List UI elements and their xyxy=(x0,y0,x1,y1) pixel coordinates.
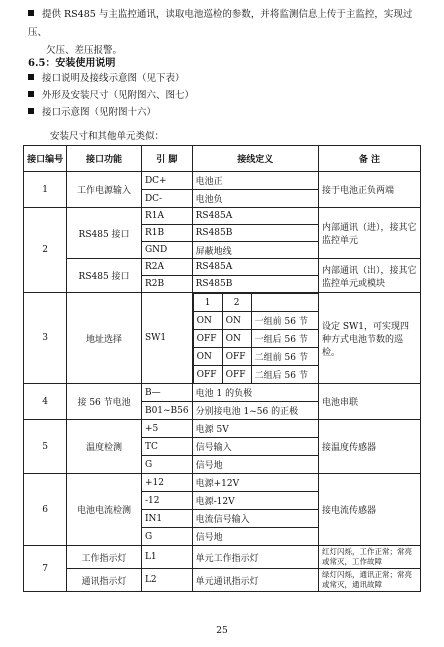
cell-def: 信号地 xyxy=(192,528,318,546)
section-number: 6.5： xyxy=(28,58,56,69)
section-title: 安装使用说明 xyxy=(55,58,116,69)
bullet-square-icon xyxy=(28,108,34,114)
cell-pin: L1 xyxy=(141,546,192,569)
cell-pin: +12 xyxy=(141,474,192,492)
cell-func: 电池电流检测 xyxy=(67,474,142,546)
cell-note: 绿灯闪烁，通讯正常；常亮或常灭，通讯故障 xyxy=(318,569,420,592)
switch-row xyxy=(193,366,318,384)
cell-pin: G xyxy=(141,528,192,546)
switch-value: ON xyxy=(222,312,251,330)
cell-pin: DC- xyxy=(141,190,192,208)
switch-header-1: 1 xyxy=(193,294,222,312)
cell-note: 红灯闪烁，工作正常；常亮或常灭，工作故障 xyxy=(318,546,420,569)
cell-def: RS485B xyxy=(192,276,318,293)
cell-def: 电池负 xyxy=(192,190,318,208)
cell-pin: B— xyxy=(141,384,192,402)
cell-note: 内部通讯（出），接其它监控单元或模块 xyxy=(318,259,420,293)
intro-line-2: 欠压、差压报警。 xyxy=(46,45,123,56)
cell-pin: +5 xyxy=(141,420,192,438)
switch-meaning: 二组后 56 节 xyxy=(251,366,318,384)
cell-pin: B01~B56 xyxy=(141,402,192,420)
cell-func: 温度检测 xyxy=(67,420,142,474)
cell-pin: L2 xyxy=(141,569,192,592)
table-row xyxy=(24,172,421,190)
cell-def: 电池 1 的负极 xyxy=(192,384,318,402)
cell-note: 接电流传感器 xyxy=(318,474,420,546)
switch-value: ON xyxy=(193,312,222,330)
cell-func: 接 56 节电池 xyxy=(67,384,142,420)
switch-header-row xyxy=(193,294,318,312)
table-row xyxy=(24,259,421,276)
header-pin: 引 脚 xyxy=(141,146,192,172)
list-item xyxy=(28,70,194,87)
switch-header-blank xyxy=(251,294,318,312)
cell-func: 工作电源输入 xyxy=(67,172,142,208)
header-no: 接口编号 xyxy=(24,146,67,172)
switch-row xyxy=(193,312,318,330)
switch-settings-cell xyxy=(192,293,318,384)
cell-no: 4 xyxy=(24,384,67,420)
cell-no: 6 xyxy=(24,474,67,546)
bullet-square-icon xyxy=(28,10,34,16)
list-item-text: 外形及安装尺寸（见附图六、图七） xyxy=(42,90,195,101)
switch-value: ON xyxy=(222,330,251,348)
switch-row xyxy=(193,330,318,348)
bullet-square-icon xyxy=(28,74,34,80)
switch-value: OFF xyxy=(193,366,222,384)
table-caption: 安装尺寸和其他单元类似： xyxy=(50,131,165,142)
cell-pin: R2B xyxy=(141,276,192,293)
list-item xyxy=(28,104,194,121)
switch-row xyxy=(193,348,318,366)
table-header-row xyxy=(24,146,421,172)
table-row xyxy=(24,474,421,492)
intro-paragraph xyxy=(28,6,424,60)
cell-pin: GND xyxy=(141,242,192,259)
cell-def: 电源+12V xyxy=(192,474,318,492)
section-heading xyxy=(28,54,115,69)
switch-settings-table xyxy=(193,293,318,383)
cell-def: 电池正 xyxy=(192,172,318,190)
cell-pin: -12 xyxy=(141,492,192,510)
table-row xyxy=(24,420,421,438)
header-note: 备 注 xyxy=(318,146,420,172)
cell-func: 地址选择 xyxy=(67,293,142,384)
cell-note: 设定 SW1，可实现四种方式电池节数的巡检。 xyxy=(318,293,420,384)
table-row xyxy=(24,546,421,569)
cell-def: RS485A xyxy=(192,259,318,276)
list-item-text: 接口示意图（见附图十六） xyxy=(42,107,157,118)
table-row xyxy=(24,569,421,592)
header-def: 接线定义 xyxy=(192,146,318,172)
cell-def: RS485A xyxy=(192,208,318,225)
cell-pin: G xyxy=(141,456,192,474)
table-row xyxy=(24,384,421,402)
switch-header-2: 2 xyxy=(222,294,251,312)
bullet-list xyxy=(28,70,194,121)
switch-value: OFF xyxy=(222,366,251,384)
cell-note: 接温度传感器 xyxy=(318,420,420,474)
cell-no: 3 xyxy=(24,293,67,384)
switch-meaning: 一组前 56 节 xyxy=(251,312,318,330)
cell-func: 工作指示灯 xyxy=(67,546,142,569)
list-item-text: 接口说明及接线示意图（见下表） xyxy=(42,73,185,84)
table-row xyxy=(24,293,421,384)
cell-func: RS485 接口 xyxy=(67,259,142,293)
cell-pin: R1B xyxy=(141,225,192,242)
page-number: 25 xyxy=(216,626,228,636)
cell-note: 接于电池正负两端 xyxy=(318,172,420,208)
cell-pin: R2A xyxy=(141,259,192,276)
cell-func: 通讯指示灯 xyxy=(67,569,142,592)
interface-table xyxy=(23,145,421,592)
cell-def: 单元工作指示灯 xyxy=(192,546,318,569)
list-item xyxy=(28,87,194,104)
cell-def: 单元通讯指示灯 xyxy=(192,569,318,592)
switch-meaning: 二组前 56 节 xyxy=(251,348,318,366)
bullet-square-icon xyxy=(28,91,34,97)
cell-def: 信号输入 xyxy=(192,438,318,456)
switch-value: ON xyxy=(193,348,222,366)
switch-value: OFF xyxy=(222,348,251,366)
cell-pin: R1A xyxy=(141,208,192,225)
cell-def: 分别接电池 1~56 的正极 xyxy=(192,402,318,420)
cell-pin: SW1 xyxy=(141,293,192,384)
cell-def: 信号地 xyxy=(192,456,318,474)
cell-pin: DC+ xyxy=(141,172,192,190)
cell-no: 7 xyxy=(24,546,67,592)
cell-pin: TC xyxy=(141,438,192,456)
cell-def: 电源 5V xyxy=(192,420,318,438)
cell-no: 2 xyxy=(24,208,67,293)
intro-line-1: 提供 RS485 与主监控通讯，读取电池巡检的参数，并将监测信息上传于主监控，实现过压、 xyxy=(28,9,413,38)
cell-note: 内部通讯（进），接其它监控单元 xyxy=(318,208,420,259)
cell-def: RS485B xyxy=(192,225,318,242)
cell-func: RS485 接口 xyxy=(67,208,142,259)
cell-pin: IN1 xyxy=(141,510,192,528)
header-func: 接口功能 xyxy=(67,146,142,172)
cell-def: 电流信号输入 xyxy=(192,510,318,528)
cell-def: 屏蔽地线 xyxy=(192,242,318,259)
cell-no: 1 xyxy=(24,172,67,208)
table-row xyxy=(24,208,421,225)
cell-def: 电源-12V xyxy=(192,492,318,510)
cell-note: 电池串联 xyxy=(318,384,420,420)
switch-value: OFF xyxy=(193,330,222,348)
cell-no: 5 xyxy=(24,420,67,474)
switch-meaning: 一组后 56 节 xyxy=(251,330,318,348)
